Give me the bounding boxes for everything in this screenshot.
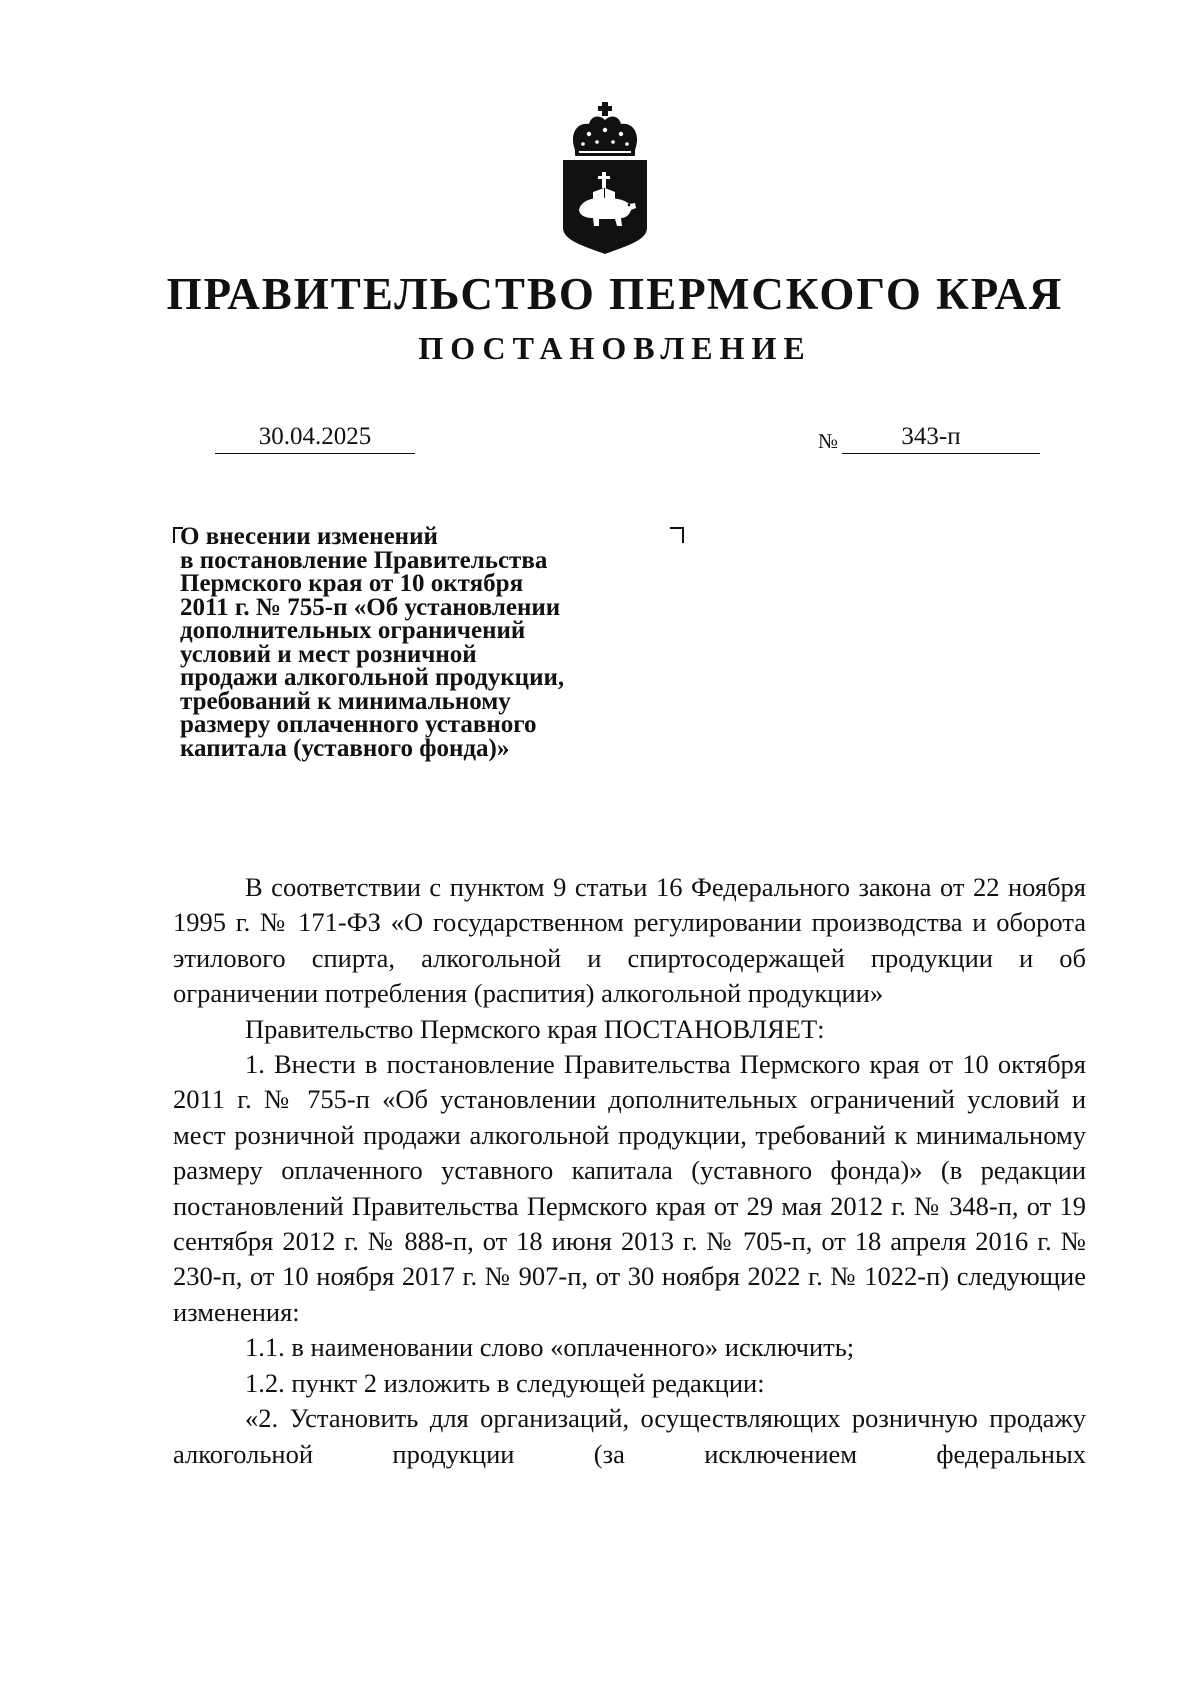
preamble-paragraph: В соответствии с пунктом 9 статьи 16 Федерального закона от 22 ноября 1995 г. № 171-ФЗ «О государственном регулировании производства и оборота этилового спирта, алкогольной и спиртосодержащей продукции и об ограничении потребления (распития) алкогольной продукции»: [173, 872, 1086, 1009]
document-date: 30.04.2025: [215, 421, 415, 454]
document-subject: [180, 525, 700, 760]
subject-line: требований к минимальному: [180, 687, 511, 715]
item-1-paragraph: 1. Внести в постановление Правительства Пермского края от 10 октября 2011 г. № 755-п «Об установлении дополнительных ограничений условий и мест розничной продажи алкогольной продукции, требований к минимальному размеру оплаченного уставного капитала (уставного фонда)» (в редакции постановлений Правительства Пермского края от 29 мая 2012 г. № 348-п, от 19 сентября 2012 г. № 888-п, от 18 июня 2013 г. № 705-п, от 18 апреля 2016 г. № 230-п, от 10 ноября 2017 г. № 907-п, от 30 ноября 2022 г. № 1022-п) следующие изменения:: [173, 1049, 1086, 1327]
document-type-title: ПОСТАНОВЛЕНИЕ: [418, 330, 812, 366]
subject-line: дополнительных ограничений: [180, 617, 526, 644]
item-2-quote-paragraph: «2. Установить для организаций, осуществляющих розничную продажу алкогольной продукции (за исключением федеральных: [173, 1403, 1086, 1469]
document-number-field: [842, 421, 1040, 454]
document-body: [173, 870, 1086, 1472]
item-1-2-paragraph: 1.2. пункт 2 изложить в следующей редакции:: [245, 1367, 765, 1398]
subject-line: условий и мест розничной: [180, 640, 477, 668]
number-sign: №: [818, 429, 839, 453]
subject-line: Пермского края от 10 октября: [180, 570, 524, 597]
item-1-1-paragraph: 1.1. в наименовании слово «оплаченного» исключить;: [245, 1332, 855, 1363]
subject-line: О внесении изменений: [180, 523, 438, 550]
organization-title: ПРАВИТЕЛЬСТВО ПЕРМСКОГО КРАЯ: [166, 269, 1064, 319]
subject-line: в постановление Правительства: [180, 546, 548, 574]
subject-line: 2011 г. № 755-п «Об установлении: [180, 593, 561, 621]
resolves-paragraph: Правительство Пермского края ПОСТАНОВЛЯЕТ:: [245, 1013, 825, 1044]
subject-line: размеру оплаченного уставного: [180, 711, 537, 738]
document-number: 343-п: [901, 423, 961, 450]
subject-line: капитала (уставного фонда)»: [180, 734, 510, 762]
coat-of-arms-emblem: [555, 100, 655, 256]
subject-line: продажи алкогольной продукции,: [180, 664, 565, 691]
